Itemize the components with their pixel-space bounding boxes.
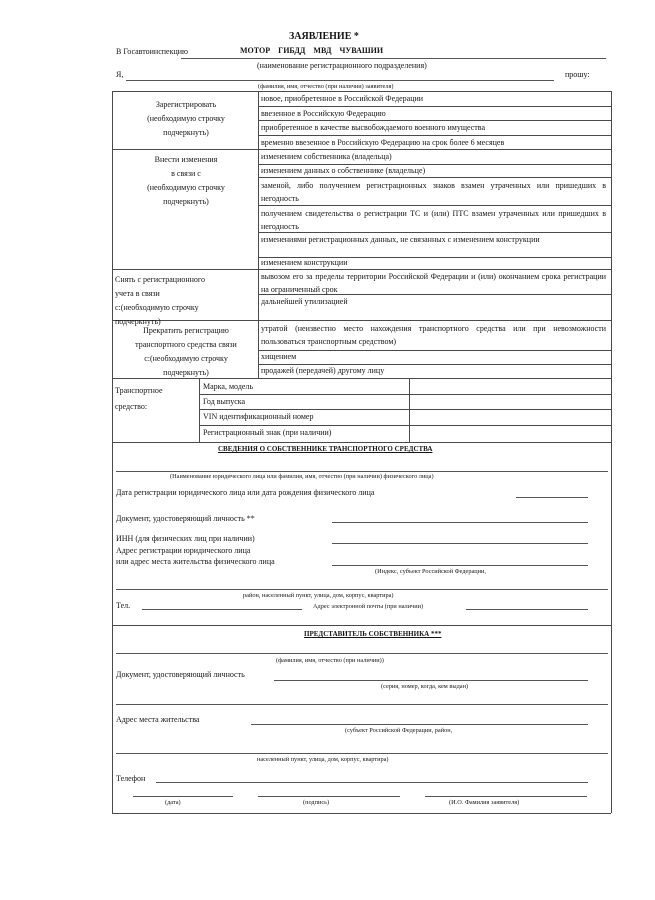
column-divider <box>258 91 259 378</box>
vehicle-field-label: Год выпуска <box>203 397 246 406</box>
signature-sign-line[interactable] <box>258 796 400 797</box>
owner-email-label: Адрес электронной почты (при наличии) <box>313 603 424 610</box>
terminate-label-line: Прекратить регистрацию <box>143 326 229 335</box>
changes-option[interactable]: изменением собственника (владельца) <box>261 152 392 161</box>
terminate-option[interactable]: хищением <box>261 352 297 361</box>
rep-phone-line[interactable] <box>156 782 588 783</box>
rep-name-caption: (фамилия, имя, отчество (при наличии)) <box>276 657 384 664</box>
owner-inn-line[interactable] <box>332 543 588 544</box>
owner-name-caption: (Наименование юридического лица или фамилия, имя, отчество (при наличии) физического лица) <box>170 473 434 480</box>
changes-option[interactable]: изменениями регистрационных данных, не связанных с изменением конструкции <box>261 235 540 244</box>
owner-date-line[interactable] <box>516 497 588 498</box>
rep-address-caption: (субъект Российской Федерации, район, <box>345 727 453 734</box>
register-option[interactable]: ввезенное в Российскую Федерацию <box>261 109 386 118</box>
deregister-label-line: подчеркнуть) <box>115 317 161 326</box>
row-line <box>258 364 611 365</box>
rep-document-line[interactable] <box>274 680 588 681</box>
changes-option[interactable]: получением свидетельства о регистрации ТС и (или) ПТС взамен утраченных или пришедших в негодность <box>261 209 606 231</box>
rep-address-caption: населенный пункт, улица, дом, корпус, квартира) <box>257 756 389 763</box>
row-line <box>258 106 611 107</box>
changes-label-line: Внести изменения <box>154 155 218 164</box>
deregister-label-line: с:(необходимую строчку <box>115 303 199 312</box>
row-line <box>258 350 611 351</box>
register-label-line: Зарегистрировать <box>155 100 217 109</box>
row-line <box>258 120 611 121</box>
changes-label-line: подчеркнуть) <box>163 197 209 206</box>
row-line <box>258 135 611 136</box>
to-blank-line[interactable] <box>181 58 606 59</box>
owner-email-line[interactable] <box>466 609 588 610</box>
deregister-label-line: учета в связи <box>115 289 160 298</box>
rep-address-line-2[interactable] <box>116 753 608 754</box>
vehicle-label-line: средство: <box>115 402 148 411</box>
rep-address-line[interactable] <box>251 724 588 725</box>
vehicle-field-label: Регистрационный знак (при наличии) <box>203 428 332 437</box>
owner-document-line[interactable] <box>332 522 588 523</box>
row-line <box>258 164 611 165</box>
signature-sign-caption: (подпись) <box>303 799 330 806</box>
register-label-line: подчеркнуть) <box>163 128 209 137</box>
rep-document-caption: (серия, номер, когда, кем выдан) <box>381 683 469 690</box>
applicant-blank-line[interactable] <box>126 80 554 81</box>
owner-address-label: или адрес места жительства физического лица <box>116 557 275 566</box>
owner-phone-label: Тел. <box>116 601 131 610</box>
register-label-line: (необходимую строчку <box>147 114 225 123</box>
terminate-label-line: подчеркнуть) <box>163 368 209 377</box>
owner-title: СВЕДЕНИЯ О СОБСТВЕННИКЕ ТРАНСПОРТНОГО СРЕДСТВА <box>218 445 433 453</box>
rep-name-line[interactable] <box>116 653 608 654</box>
signature-date-line[interactable] <box>133 796 233 797</box>
register-label <box>115 98 257 140</box>
register-option[interactable]: новое, приобретенное в Российской Федерации <box>261 94 424 103</box>
owner-address-caption: (Индекс, субъект Российской Федерации, <box>375 568 486 575</box>
vehicle-bottom-line <box>112 442 611 443</box>
applicant-caption: (фамилия, имя, отчество (при наличии) заявителя) <box>258 83 394 90</box>
terminate-option[interactable]: продажей (передачей) другому лицу <box>261 366 385 375</box>
terminate-option[interactable]: утратой (неизвестно место нахождения транспортного средства или при невозможности пользоваться транспортным средством) <box>261 324 606 346</box>
section-line <box>112 149 611 150</box>
signature-date-caption: (дата) <box>165 799 181 806</box>
owner-address-line-2[interactable] <box>116 589 608 590</box>
changes-label-line: в связи с <box>171 169 201 178</box>
vehicle-label <box>115 383 163 415</box>
signature-name-caption: (И.О. Фамилия заявителя) <box>449 799 520 806</box>
owner-name-line[interactable] <box>116 471 608 472</box>
owner-date-label: Дата регистрации юридического лица или дата рождения физического лица <box>116 488 375 497</box>
register-option[interactable]: временно ввезенное в Российскую Федерацию на срок более 6 месяцев <box>261 138 505 147</box>
owner-address-line[interactable] <box>332 565 588 566</box>
owner-bottom-line <box>112 625 611 626</box>
changes-label-line: (необходимую строчку <box>147 183 225 192</box>
frame-bottom <box>112 813 611 814</box>
terminate-label <box>115 324 257 380</box>
rep-document-label: Документ, удостоверяющий личность <box>116 670 245 679</box>
frame-right <box>611 91 612 813</box>
changes-label <box>115 153 257 209</box>
deregister-option[interactable]: дальнейшей утилизацией <box>261 297 348 306</box>
deregister-option[interactable]: вывозом его за пределы территории Российской Федерации и (или) окончанием срока регистрации на ограниченный срок <box>261 272 606 294</box>
deregister-label-line: Снять с регистрационного <box>115 275 206 284</box>
vehicle-field-label: Марка, модель <box>203 382 254 391</box>
vehicle-value-cell[interactable] <box>410 395 610 408</box>
vehicle-divider <box>199 378 200 442</box>
representative-title: ПРЕДСТАВИТЕЛЬ СОБСТВЕННИКА *** <box>304 630 442 638</box>
form-title: ЗАЯВЛЕНИЕ * <box>289 31 359 42</box>
changes-option[interactable]: заменой, либо получением регистрационных знаков взамен утраченных или пришедших в негодность <box>261 181 606 203</box>
signature-name-line[interactable] <box>425 796 587 797</box>
vehicle-value-cell[interactable] <box>410 426 610 441</box>
row-line <box>258 177 611 178</box>
to-caption: (наименование регистрационного подразделения) <box>257 61 427 70</box>
owner-phone-line[interactable] <box>142 609 302 610</box>
vehicle-field-label: VIN идентификационный номер <box>203 412 314 421</box>
terminate-label-line: с:(необходимую строчку <box>144 354 228 363</box>
changes-option[interactable]: изменением конструкции <box>261 258 348 267</box>
owner-address-label: Адрес регистрации юридического лица <box>116 546 251 555</box>
to-label: В Госавтоинспекцию <box>116 47 188 56</box>
vehicle-value-cell[interactable] <box>410 410 610 424</box>
applicant-label: Я, <box>116 70 124 79</box>
owner-document-label: Документ, удостоверяющий личность ** <box>116 514 255 523</box>
terminate-label-line: транспортного средства связи <box>135 340 237 349</box>
table-top-line <box>112 91 611 92</box>
rep-phone-label: Телефон <box>116 774 146 783</box>
vehicle-value-cell[interactable] <box>410 379 610 393</box>
request-label: прошу: <box>565 70 590 79</box>
to-value: МОТОР ГИБДД МВД ЧУВАШИИ <box>240 46 384 55</box>
rep-document-line-2[interactable] <box>116 704 608 705</box>
deregister-label <box>115 273 205 329</box>
changes-option[interactable]: изменением данных о собственнике (владельце) <box>261 166 426 175</box>
rep-address-label: Адрес места жительства <box>116 715 200 724</box>
owner-address-caption: район, населенный пункт, улица, дом, корпус, квартира) <box>243 592 394 599</box>
frame-left <box>112 91 113 814</box>
vehicle-label-line: Транспортное <box>115 386 163 395</box>
row-line <box>258 205 611 206</box>
register-option[interactable]: приобретенное в качестве высвобождаемого военного имущества <box>261 123 485 132</box>
owner-inn-label: ИНН (для физических лиц при наличии) <box>116 534 255 543</box>
